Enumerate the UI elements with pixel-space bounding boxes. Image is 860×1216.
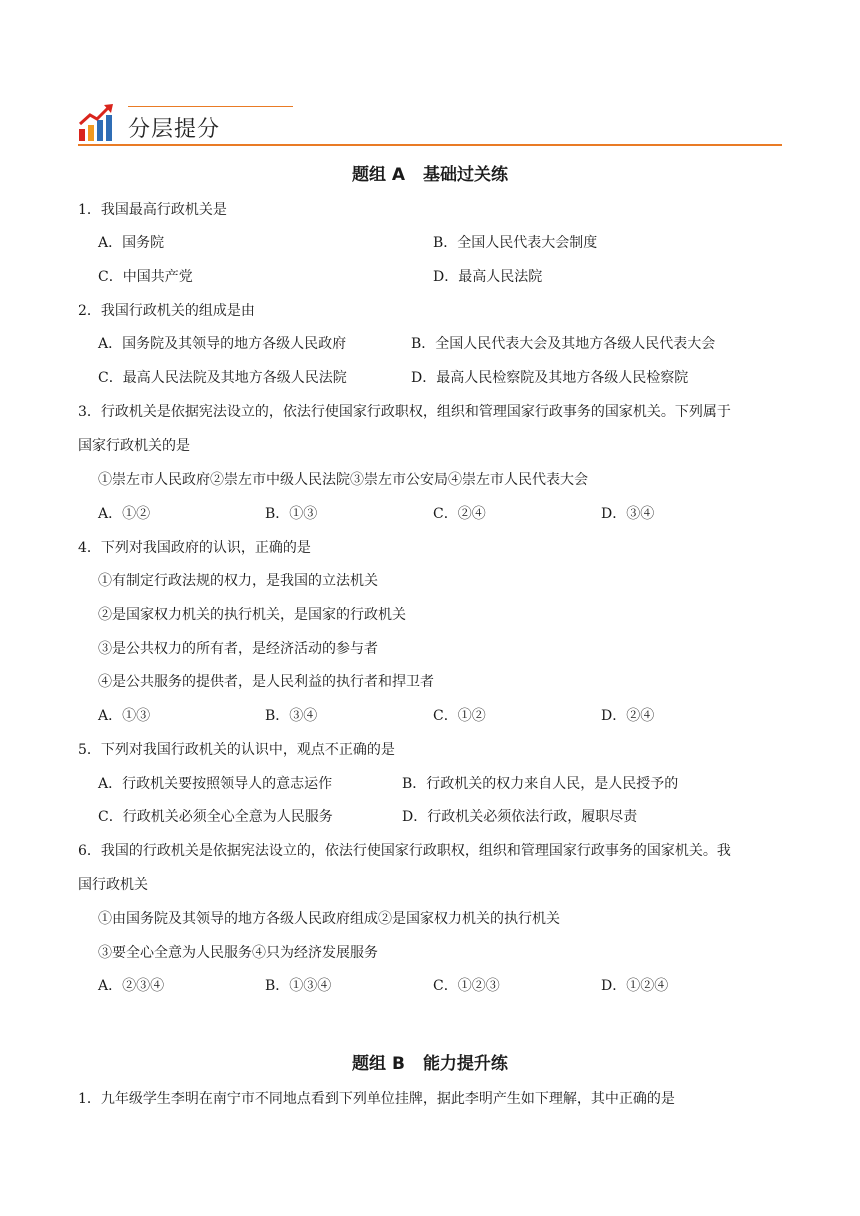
option-b: B．③④ — [265, 708, 318, 724]
option-d: D．行政机关必须依法行政，履职尽责 — [402, 809, 638, 825]
option-d: D．③④ — [601, 506, 655, 522]
option-c: C．最高人民法院及其地方各级人民法院 — [98, 370, 347, 386]
option-c: C．①② — [433, 708, 486, 724]
group-a-prefix: 题组 A — [351, 165, 406, 185]
option-d: D．最高人民检察院及其地方各级人民检察院 — [411, 370, 689, 386]
option-a: A．国务院及其领导的地方各级人民政府 — [98, 336, 347, 352]
question-stem: 6．我国的行政机关是依据宪法设立的，依法行使国家行政职权，组织和管理国家行政事务的国家机关。我 — [78, 843, 731, 859]
question-stem-continued: 国家行政机关的是 — [78, 438, 190, 454]
option-c: C．②④ — [433, 506, 486, 522]
group-a-title — [0, 160, 860, 185]
option-c: C．中国共产党 — [98, 269, 193, 285]
statement-2: ②是国家权力机关的执行机关，是国家的行政机关 — [98, 607, 406, 623]
option-a: A．②③④ — [98, 978, 165, 994]
option-b: B．行政机关的权力来自人民，是人民授予的 — [402, 776, 679, 792]
question-stem: 3．行政机关是依据宪法设立的，依法行使国家行政职权，组织和管理国家行政事务的国家机关。下列属于 — [78, 404, 731, 420]
statement-4: ④是公共服务的提供者，是人民利益的执行者和捍卫者 — [98, 674, 434, 690]
question-stem: 5．下列对我国行政机关的认识中，观点不正确的是 — [78, 742, 395, 758]
option-a: A．行政机关要按照领导人的意志运作 — [98, 776, 333, 792]
option-b: B．①③ — [265, 506, 318, 522]
statement-3-4: ③要全心全意为人民服务④只为经济发展服务 — [98, 945, 378, 961]
header-title: 分层提分 — [128, 117, 221, 142]
group-a-suffix: 基础过关练 — [423, 165, 509, 185]
option-c: C．①②③ — [433, 978, 500, 994]
group-b-title — [0, 1049, 860, 1074]
question-stem: 2．我国行政机关的组成是由 — [78, 303, 255, 319]
option-d: D．②④ — [601, 708, 655, 724]
option-d: D．最高人民法院 — [433, 269, 543, 285]
statement-3: ③是公共权力的所有者，是经济活动的参与者 — [98, 641, 378, 657]
growth-chart-icon — [78, 102, 118, 142]
statement-1: ①有制定行政法规的权力，是我国的立法机关 — [98, 573, 378, 589]
question-stem: 1．九年级学生李明在南宁市不同地点看到下列单位挂牌，据此李明产生如下理解，其中正确的是 — [78, 1091, 675, 1107]
statement-list: ①崇左市人民政府②崇左市中级人民法院③崇左市公安局④崇左市人民代表大会 — [98, 472, 588, 488]
section-header — [78, 100, 782, 146]
statement-1-2: ①由国务院及其领导的地方各级人民政府组成②是国家权力机关的执行机关 — [98, 911, 560, 927]
header-top-line — [128, 106, 293, 107]
option-c: C．行政机关必须全心全意为人民服务 — [98, 809, 333, 825]
option-b: B．全国人民代表大会制度 — [433, 235, 598, 251]
option-b: B．①③④ — [265, 978, 332, 994]
group-b-prefix: 题组 B — [352, 1054, 405, 1074]
option-a: A．①② — [98, 506, 151, 522]
option-b: B．全国人民代表大会及其地方各级人民代表大会 — [411, 336, 716, 352]
option-d: D．①②④ — [601, 978, 669, 994]
question-stem-continued: 国行政机关 — [78, 877, 148, 893]
option-a: A．国务院 — [98, 235, 165, 251]
header-rule — [78, 144, 782, 146]
option-a: A．①③ — [98, 708, 151, 724]
question-stem: 1．我国最高行政机关是 — [78, 202, 227, 218]
question-stem: 4．下列对我国政府的认识，正确的是 — [78, 540, 311, 556]
group-b-suffix: 能力提升练 — [422, 1054, 508, 1074]
